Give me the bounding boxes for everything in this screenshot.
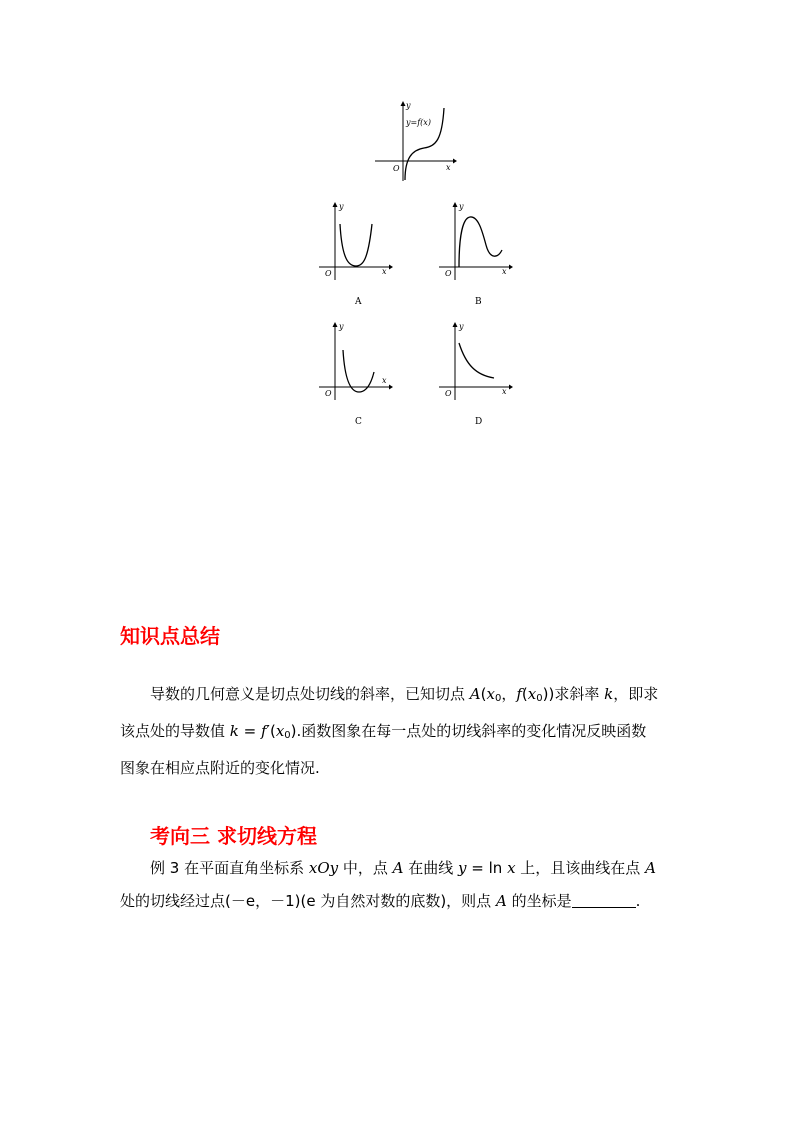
- option-c-graph: [316, 320, 396, 430]
- y-axis-arrow: [401, 101, 406, 106]
- example-line-1: 例 3 在平面直角坐标系 xOy 中，点 A 在曲线 y = ln x 上，且该曲线在点 A: [150, 859, 656, 877]
- x-axis-arrow: [509, 265, 513, 270]
- example-line-2: 处的切线经过点(－e，－1)(e 为自然对数的底数)，则点 A 的坐标是 .: [120, 892, 641, 910]
- x-axis-label: x: [382, 267, 387, 276]
- example-paragraph: [120, 852, 695, 918]
- section-heading-summary: 知识点总结: [120, 624, 220, 648]
- option-d-label: D: [475, 417, 483, 427]
- option-a-graph: [316, 200, 396, 310]
- y-axis-label: y: [339, 322, 344, 331]
- summary-line-3: 图象在相应点附近的变化情况.: [120, 759, 320, 777]
- y-axis-label: y: [406, 101, 411, 110]
- summary-paragraph: [120, 678, 695, 785]
- option-b-curve: [459, 217, 502, 267]
- y-axis-arrow: [453, 202, 458, 207]
- y-axis-label: y: [459, 202, 464, 211]
- option-b-label: B: [475, 297, 482, 307]
- y-axis-arrow: [333, 202, 338, 207]
- option-c-label: C: [355, 417, 362, 427]
- y-axis-arrow: [453, 322, 458, 327]
- option-d-graph: [436, 320, 516, 430]
- summary-line-1: 导数的几何意义是切点处切线的斜率，已知切点 $A(x_0$，$f(x_0)$)求斜率 k，即求: [150, 685, 659, 704]
- origin-label: O: [325, 269, 332, 278]
- summary-line-2: 该点处的导数值 $k = f'(x_0)$.函数图象在每一点处的切线斜率的变化情况反映函数: [120, 722, 647, 741]
- x-axis-label: x: [446, 163, 451, 172]
- x-axis-label: x: [502, 267, 507, 276]
- x-axis-arrow: [389, 385, 393, 390]
- origin-label: O: [445, 269, 452, 278]
- x-axis-arrow: [389, 265, 393, 270]
- option-c-curve: [343, 350, 374, 392]
- option-a-label: A: [355, 297, 362, 307]
- y-axis-label: y: [459, 322, 464, 331]
- option-b-graph: [436, 200, 516, 310]
- origin-label: O: [393, 164, 400, 173]
- function-graph-figure: [372, 100, 457, 182]
- option-d-curve: [459, 343, 494, 378]
- function-label: y=f(x): [406, 118, 431, 127]
- section-heading-tangent: 考向三 求切线方程: [150, 824, 317, 848]
- y-axis-arrow: [333, 322, 338, 327]
- x-axis-label: x: [382, 376, 387, 385]
- answer-blank[interactable]: [572, 893, 636, 908]
- option-a-curve: [340, 224, 372, 266]
- x-axis-arrow: [453, 159, 457, 164]
- origin-label: O: [325, 389, 332, 398]
- origin-label: O: [445, 389, 452, 398]
- y-axis-label: y: [339, 202, 344, 211]
- x-axis-arrow: [509, 385, 513, 390]
- x-axis-label: x: [502, 387, 507, 396]
